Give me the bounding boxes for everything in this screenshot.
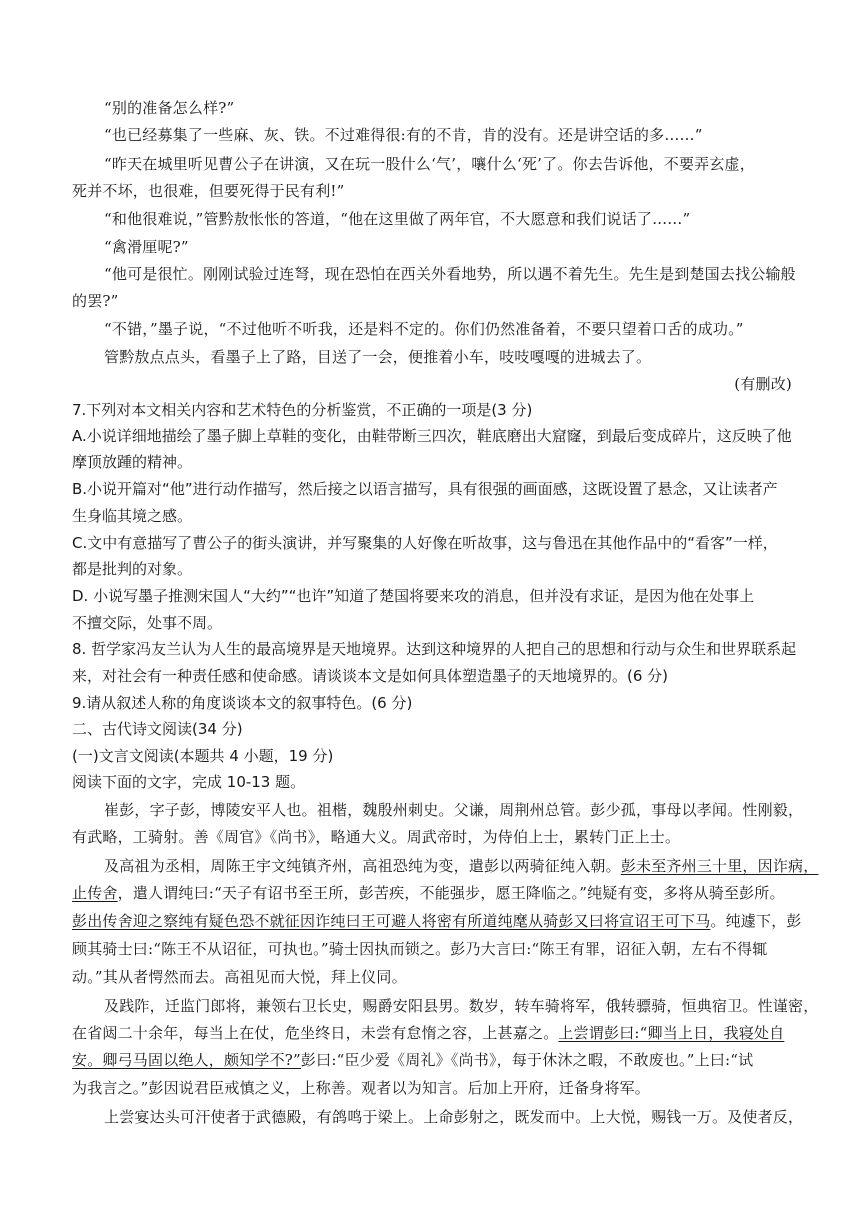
story-paragraph: “禽滑厘呢?” — [104, 238, 189, 256]
classical-paragraph-cont: 顾其骑士曰:“陈王不从诏征，可执也。”骑士因执而锁之。彭乃大言曰:“陈王有罪，诏征入朝，左右不得辄 — [72, 940, 768, 958]
story-paragraph: “别的准备怎么样?” — [104, 99, 235, 117]
plain-text: 彭曰:“臣少爱《周礼》《尚书》，每于休沐之暇，不敢废也。”上曰:“试 — [300, 1051, 754, 1069]
classical-paragraph-cont: 动。”其从者愕然而去。高祖见而大悦，拜上仪同。 — [72, 968, 407, 986]
option-c-cont: 都是批判的对象。 — [72, 560, 193, 578]
story-paragraph: 管黔敖点点头，看墨子上了路，目送了一会，便推着小车，吱吱嘎嘎的进城去了。 — [104, 348, 652, 366]
story-paragraph: “不错，”墨子说，“不过他听不听我，还是料不定的。你们仍然准备着，不要只望着口舌的成功。” — [104, 320, 744, 338]
story-paragraph-cont: 的罢?” — [72, 292, 119, 310]
story-paragraph: “昨天在城里听见曹公子在讲演，又在玩一股什么‘气’，嚷什么‘死’了。你去告诉他，不要弄玄虚， — [104, 155, 755, 173]
story-paragraph: “他可是很忙。刚刚试验过连弩，现在恐怕在西关外看地势，所以遇不着先生。先生是到楚国去找公输般 — [104, 265, 796, 283]
classical-paragraph-cont — [72, 882, 792, 904]
classical-paragraph-cont — [72, 910, 802, 932]
story-paragraph: “也已经募集了一些麻、灰、铁。不过难得很:有的不肯，肯的没有。还是讲空话的多……” — [104, 126, 703, 144]
option-b: B.小说开篇对“他”进行动作描写，然后接之以语言描写，具有很强的画面感，这既设置了悬念，又让读者产 — [72, 480, 778, 498]
plain-text: 。纯遽下，彭 — [710, 912, 802, 930]
classical-paragraph-cont — [72, 1049, 792, 1071]
underlined-sentence: 安。卿弓马固以绝人，颇知学不?” — [72, 1051, 301, 1069]
classical-paragraph — [104, 855, 819, 877]
option-d-cont: 不擅交际，处事不周。 — [72, 614, 223, 632]
classical-paragraph: 上尝宴达头可汗使者于武德殿，有鸽鸣于梁上。上命彭射之，既发而中。上大悦，赐钱一万。及使者反， — [104, 1108, 804, 1126]
plain-text: 在省闼二十余年，每当上在仗，危坐终日，未尝有怠惰之容，上甚嘉之。 — [72, 1024, 559, 1042]
story-paragraph: “和他很难说，”管黔敖怅怅的答道，“他在这里做了两年官，不大愿意和我们说话了……” — [104, 210, 691, 228]
question-8: 8. 哲学家冯友兰认为人生的最高境界是天地境界。达到这种境界的人把自己的思想和行动与众生和世界联系起 — [72, 640, 797, 658]
option-a: A.小说详细地描绘了墨子脚上草鞋的变化，由鞋带断三四次，鞋底磨出大窟窿，到最后变成碎片，这反映了他 — [72, 427, 792, 445]
classical-paragraph: 崔彭，字子彭，博陵安平人也。祖楷，魏殷州刺史。父谦，周荆州总管。彭少孤，事母以孝闻。性刚毅， — [104, 801, 804, 819]
section-heading: 二、古代诗文阅读(34 分) — [72, 720, 243, 738]
underlined-sentence: 止传舍 — [72, 884, 118, 902]
underlined-sentence: 彭出传舍迎之察纯有疑色恐不就征因诈纯曰王可避人将密有所道纯麾从骑彭又曰将宣诏王可下马 — [72, 912, 711, 930]
underlined-sentence: 上尝谓彭曰:“卿当上日，我寝处自 — [558, 1024, 785, 1042]
underlined-sentence: 彭未至齐州三十里，因诈病， — [620, 857, 819, 875]
source-note: (有删改) — [734, 375, 792, 393]
question-9: 9.请从叙述人称的角度谈谈本文的叙事特色。(6 分) — [72, 694, 413, 712]
option-b-cont: 生身临其境之感。 — [72, 507, 193, 525]
subsection-heading: (一)文言文阅读(本题共 4 小题，19 分) — [72, 747, 334, 765]
option-d: D. 小说写墨子推测宋国人“大约”“也许”知道了楚国将要来攻的消息，但并没有求证，是因为他在处事上 — [72, 587, 755, 605]
question-7: 7.下列对本文相关内容和艺术特色的分析鉴赏，不正确的一项是(3 分) — [72, 401, 533, 419]
option-a-cont: 摩顶放踵的精神。 — [72, 453, 193, 471]
classical-paragraph-cont: 有武略，工骑射。善《周官》《尚书》，略通大义。周武帝时，为侍伯上士，累转门正上士。 — [72, 828, 681, 846]
classical-paragraph-cont — [72, 1022, 792, 1044]
plain-text: 及高祖为丞相，周陈王宇文纯镇齐州，高祖恐纯为变，遣彭以两骑征纯入朝。 — [104, 857, 621, 875]
instruction: 阅读下面的文字，完成 10-13 题。 — [72, 773, 306, 791]
classical-paragraph: 及践阼，迁监门郎将，兼领右卫长史，赐爵安阳县男。数岁，转车骑将军，俄转骠骑，恒典宿卫。性谨密， — [104, 997, 819, 1015]
plain-text: ，遣人谓纯曰:“天子有诏书至王所，彭苦疾，不能强步，愿王降临之。”纯疑有变，多将从骑至彭所。 — [117, 884, 785, 902]
classical-paragraph-cont: 为我言之。”彭因说君臣戒慎之义，上称善。观者以为知言。后加上开府，迁备身将军。 — [72, 1079, 650, 1097]
question-8-cont: 来，对社会有一种责任感和使命感。请谈谈本文是如何具体塑造墨子的天地境界的。(6 分) — [72, 667, 669, 685]
option-c: C.文中有意描写了曹公子的街头演讲，并写聚集的人好像在听故事，这与鲁迅在其他作品中的“看客”一样， — [72, 534, 778, 552]
story-paragraph-cont: 死并不坏，也很难，但要死得于民有利!” — [72, 182, 345, 200]
